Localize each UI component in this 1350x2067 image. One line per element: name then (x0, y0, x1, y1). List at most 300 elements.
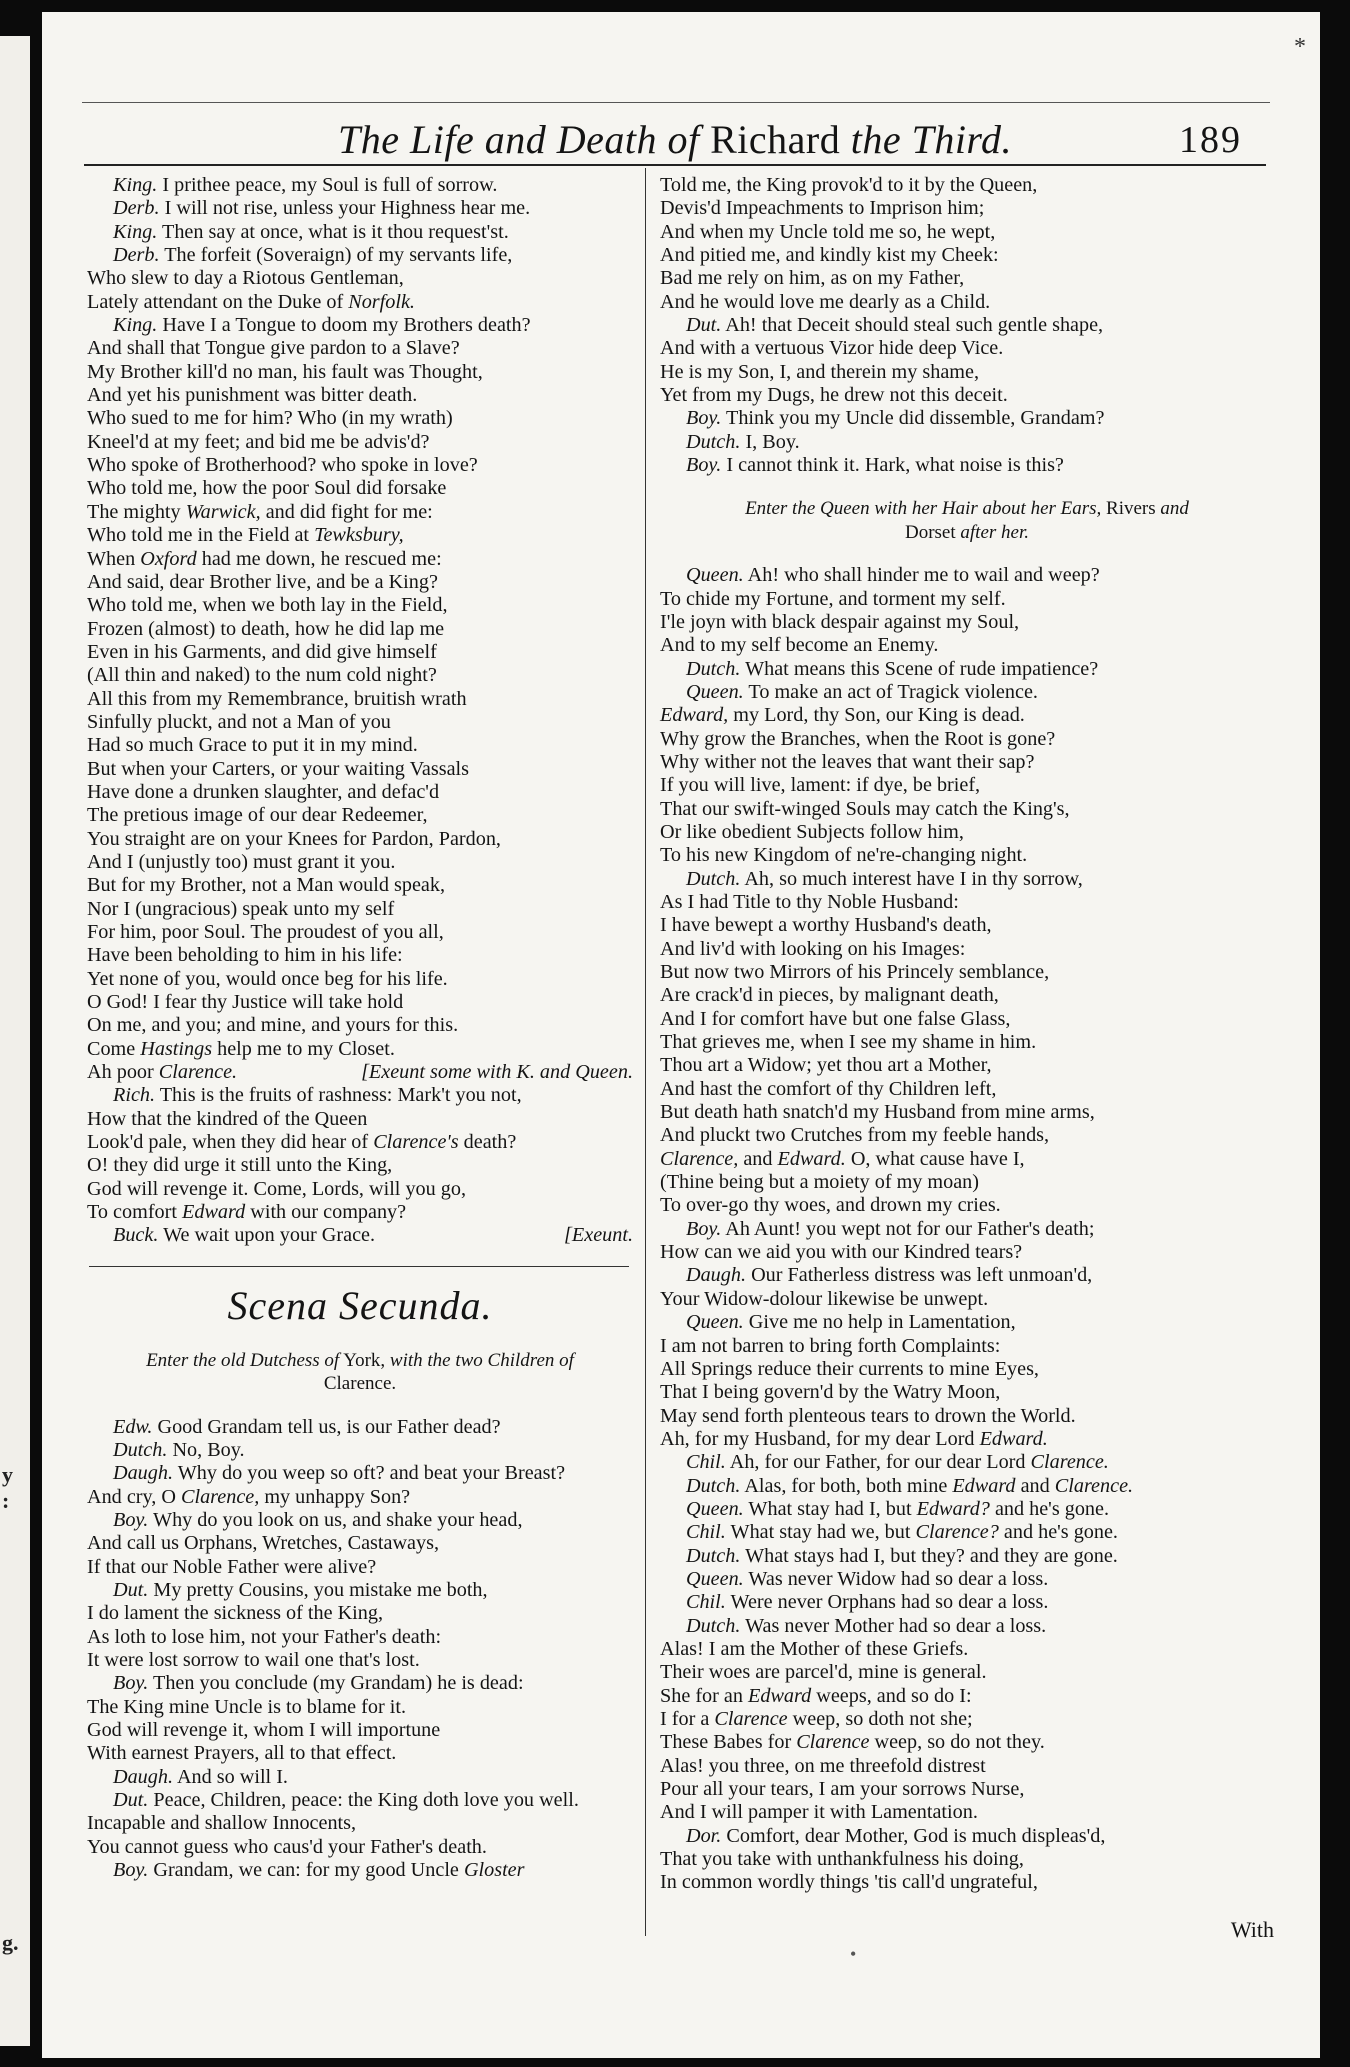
dialogue-block (660, 174, 1274, 477)
text-line (87, 548, 633, 571)
text-line (87, 1416, 633, 1439)
line-text: We wait upon your Grace. (158, 1224, 376, 1247)
line-text: Give me no help in Lamentation, (743, 1311, 1016, 1334)
text-line (87, 1061, 633, 1084)
catchword: With (1230, 1917, 1274, 1942)
text-line (87, 1108, 633, 1131)
line-text: Ah, so much interest have I in thy sorrow, (740, 867, 1083, 890)
line-text: But for my Brother, not a Man would speak, (87, 874, 446, 897)
text-line (660, 267, 1274, 290)
text-line (660, 611, 1274, 634)
line-text: and he's gone. (989, 1497, 1110, 1520)
text-line (660, 454, 1274, 477)
italic-name: Clarence? (915, 1521, 999, 1544)
text-line (87, 221, 633, 244)
text-line (87, 594, 633, 617)
speaker: Dutch. (686, 430, 741, 453)
text-line (660, 1358, 1274, 1381)
text-line (660, 1405, 1274, 1428)
speaker: Derb. (113, 197, 160, 220)
line-text: You cannot guess who caus'd your Father's death. (87, 1835, 487, 1858)
text-line (87, 851, 633, 874)
line-text: I, Boy. (740, 430, 800, 453)
italic-name: Edward, (660, 704, 729, 727)
line-text: Then you conclude (my Grandam) he is dead: (148, 1672, 524, 1695)
line-text: Their woes are parcel'd, mine is general. (660, 1661, 987, 1684)
text-line (660, 197, 1274, 220)
line-text: Peace, Children, peace: the King doth love you well. (148, 1789, 579, 1811)
line-text: To comfort (87, 1201, 183, 1224)
text-line (660, 961, 1274, 984)
text-line (660, 1335, 1274, 1358)
italic-name: Edward. (979, 1427, 1048, 1450)
line-text: Or like obedient Subjects follow him, (660, 820, 964, 843)
text-line (87, 1742, 633, 1765)
text-line (660, 1288, 1274, 1311)
title-name: Richard (710, 117, 841, 162)
text-line (87, 874, 633, 897)
text-line (87, 174, 633, 197)
speaker: Dut. (113, 1578, 149, 1601)
line-text: with our company? (245, 1201, 407, 1224)
line-text: That I being govern'd by the Watry Moon, (660, 1381, 1001, 1404)
line-text: And call us Orphans, Wretches, Castaways, (87, 1532, 440, 1555)
line-text: Are crack'd in pieces, by malignant death, (660, 984, 999, 1007)
text-line (87, 828, 633, 851)
line-text: Frozen (almost) to death, how he did lap me (87, 617, 445, 640)
text-line (660, 384, 1274, 407)
speaker: Boy. (113, 1672, 149, 1695)
speaker: Derb. (113, 244, 160, 267)
line-text: The pretious image of our dear Redeemer, (87, 804, 428, 827)
line-text: and he's gone. (998, 1521, 1118, 1544)
margin-fragment: : (2, 1488, 10, 1513)
text-line (87, 1836, 633, 1859)
speaker: King. (113, 314, 158, 337)
line-text: O, what cause have I, (845, 1147, 1025, 1170)
text-line (660, 1848, 1274, 1871)
text-line (87, 781, 633, 804)
line-text: To chide my Fortune, and torment my self. (660, 587, 1006, 610)
text-line (660, 798, 1274, 821)
text-line (660, 984, 1274, 1007)
adjacent-page-edge (0, 36, 30, 2046)
line-text: weep, so do not they. (869, 1731, 1045, 1754)
line-text: Incapable and shallow Innocents, (87, 1812, 357, 1835)
text-line (660, 1661, 1274, 1684)
line-text: Yet from my Dugs, he drew not this deceit. (660, 384, 1008, 407)
line-text: When (87, 547, 141, 570)
line-text: Good Grandam tell us, is our Father dead? (152, 1415, 501, 1438)
line-text: Think you my Uncle did dissemble, Grandam? (721, 407, 1105, 430)
line-text: my Lord, thy Son, our King is dead. (728, 704, 1025, 727)
line-text: Why grow the Branches, when the Root is gone? (660, 727, 1056, 750)
line-text: Alas! you three, on me threefold distrest (660, 1754, 986, 1777)
left-column (87, 174, 633, 1882)
speaker: Queen. (686, 1497, 744, 1520)
speaker: Dor. (686, 1824, 722, 1847)
speaker: Chil. (686, 1591, 726, 1614)
title-italic-end: the Third. (850, 117, 1013, 162)
line-text: And to my self become an Enemy. (660, 634, 939, 657)
line-text: Then say at once, what is it thou request'st. (157, 220, 509, 243)
line-text: And pitied me, and kindly kist my Cheek: (660, 244, 999, 267)
text-line (87, 734, 633, 757)
line-text: Was never Mother had so dear a loss. (740, 1614, 1047, 1637)
text-line (660, 844, 1274, 867)
line-text: And pluckt two Crutches from my feeble hands, (660, 1124, 1050, 1147)
text-line (660, 938, 1274, 961)
text-line (660, 1591, 1274, 1614)
line-text: Ah, for our Father, for our dear Lord (725, 1451, 1031, 1474)
text-line (87, 1696, 633, 1719)
line-text: And shall that Tongue give pardon to a Slave? (87, 337, 460, 360)
stage-name: Dorset (904, 521, 961, 543)
text-line (87, 944, 633, 967)
stage-name: Rivers (1101, 498, 1161, 520)
stage-name: Clarence. (323, 1373, 397, 1395)
line-text: Who spoke of Brotherhood? who spoke in love? (87, 454, 478, 477)
line-text: Thou art a Widow; yet thou art a Mother, (660, 1054, 992, 1077)
text-line (660, 1498, 1274, 1521)
line-text: I will not rise, unless your Highness hear me. (159, 197, 531, 220)
line-text: How that the kindred of the Queen (87, 1107, 368, 1130)
italic-name: Clarence. (158, 1061, 238, 1084)
text-line (87, 1486, 633, 1509)
line-text: Sinfully pluckt, and not a Man of you (87, 710, 391, 733)
italic-name: Norfolk. (348, 290, 415, 313)
line-text: Have done a drunken slaughter, and defac'd (87, 780, 440, 803)
line-text: I have bewept a worthy Husband's death, (660, 914, 992, 937)
text-line (660, 704, 1274, 727)
text-line (87, 1602, 633, 1625)
italic-name: Gloster (463, 1859, 525, 1882)
line-text: (Thine being but a moiety of my moan) (660, 1171, 979, 1194)
speaker: Dut. (113, 1789, 149, 1811)
text-line (87, 361, 633, 384)
line-text: help me to my Closet. (212, 1037, 395, 1060)
text-line (660, 1311, 1274, 1334)
line-text: And with a vertuous Vizor hide deep Vice. (660, 337, 1004, 360)
text-line (87, 431, 633, 454)
line-text: Kneel'd at my feet; and bid me be advis'd? (87, 430, 430, 453)
line-text: I for a (660, 1708, 715, 1730)
speaker: Queen. (686, 564, 744, 587)
text-line (87, 1224, 633, 1247)
line-text: death? (458, 1131, 517, 1154)
italic-name: Clarence, (660, 1147, 739, 1170)
text-line (87, 524, 633, 547)
line-text: And he would love me dearly as a Child. (660, 290, 991, 313)
text-line (87, 664, 633, 687)
line-text: Who told me in the Field at (87, 524, 315, 547)
text-line (660, 1148, 1274, 1171)
italic-name: Clarence (714, 1708, 788, 1730)
text-line (660, 1451, 1274, 1474)
line-text: Yet none of you, would once beg for his life. (87, 967, 448, 990)
text-line (660, 1825, 1274, 1848)
line-text: This is the fruits of rashness: Mark't you not, (155, 1084, 522, 1107)
line-text: And I for comfort have but one false Glass, (660, 1007, 1011, 1030)
line-text: And I (unjustly too) must grant it you. (87, 850, 396, 873)
stage-text: Enter the Queen with her Hair about her Ears, (745, 498, 1102, 520)
line-text: My pretty Cousins, you mistake me both, (148, 1578, 488, 1601)
line-text: To over-go thy woes, and drown my cries. (660, 1194, 1001, 1217)
margin-fragment: g. (2, 1930, 19, 1955)
header-rule (82, 102, 1270, 103)
text-line (660, 407, 1274, 430)
line-text: Nor I (ungracious) speak unto my self (87, 897, 395, 920)
stage-name: York, (339, 1349, 390, 1371)
line-text: had me down, he rescued me: (196, 547, 442, 570)
line-text: That our swift-winged Souls may catch the King's, (660, 797, 1070, 820)
text-line (87, 267, 633, 290)
scene-rule (89, 1266, 629, 1267)
speaker: Dutch. (686, 657, 741, 680)
line-text: Who slew to day a Riotous Gentleman, (87, 267, 404, 290)
text-line (660, 1615, 1274, 1638)
speaker: Chil. (686, 1521, 726, 1544)
text-line (660, 361, 1274, 384)
speaker: Dutch. (686, 1614, 741, 1637)
text-line (660, 564, 1274, 587)
line-text: No, Boy. (167, 1438, 245, 1461)
text-line (660, 1475, 1274, 1498)
line-text: Our Fatherless distress was left unmoan'd, (746, 1264, 1093, 1287)
italic-name: Edward (182, 1201, 246, 1224)
speaker: Daugh. (113, 1462, 174, 1485)
text-line (87, 407, 633, 430)
text-line (87, 1649, 633, 1672)
line-text: O God! I fear thy Justice will take hold (87, 991, 404, 1014)
line-text: The forfeit (Soveraign) of my servants life, (159, 244, 513, 267)
running-header (84, 110, 1266, 166)
italic-name: Warwick, (185, 500, 261, 523)
line-text: She for an (660, 1684, 749, 1707)
speaker: Dut. (686, 314, 722, 337)
text-line (660, 658, 1274, 681)
speaker: Boy. (113, 1859, 149, 1882)
stage-text: after her. (960, 521, 1029, 543)
text-line (87, 197, 633, 220)
line-text: Devis'd Impeachments to Imprison him; (660, 197, 985, 220)
line-text: Were never Orphans had so dear a loss. (725, 1591, 1049, 1614)
line-text: Ah poor (87, 1061, 159, 1084)
line-text: My Brother kill'd no man, his fault was Thought, (87, 360, 483, 383)
text-line (87, 244, 633, 267)
speaker: Dutch. (113, 1438, 168, 1461)
text-line (660, 1171, 1274, 1194)
text-line (660, 221, 1274, 244)
text-line (87, 1131, 633, 1154)
text-line (87, 1579, 633, 1602)
line-text: Told me, the King provok'd to it by the Queen, (660, 174, 1038, 196)
line-text: And said, dear Brother live, and be a King? (87, 570, 438, 593)
text-line (87, 337, 633, 360)
title-italic: The Life and Death of (337, 117, 700, 162)
text-line (660, 291, 1274, 314)
text-line (87, 291, 633, 314)
line-text: weeps, and so do I: (811, 1684, 972, 1707)
stage-exit: [Exeunt. (564, 1224, 633, 1247)
line-text: Look'd pale, when they did hear of (87, 1131, 374, 1154)
line-text: Alas, for both, both mine (740, 1474, 953, 1497)
text-line (660, 1545, 1274, 1568)
line-text: Why do you weep so oft? and beat your Breast? (173, 1462, 566, 1485)
text-line (660, 1685, 1274, 1708)
text-line (87, 501, 633, 524)
speaker: Dutch. (686, 1474, 741, 1497)
line-text: and (1015, 1474, 1055, 1497)
line-text: What stays had I, but they? and they are gone. (740, 1544, 1118, 1567)
italic-name: Edward (952, 1474, 1016, 1497)
line-text: Had so much Grace to put it in my mind. (87, 734, 418, 757)
text-line (87, 688, 633, 711)
line-text: But when your Carters, or your waiting Vassals (87, 757, 470, 780)
line-text: I do lament the sickness of the King, (87, 1602, 384, 1625)
line-text: But now two Mirrors of his Princely semblance, (660, 961, 1050, 983)
line-text: Bad me rely on him, as on my Father, (660, 267, 965, 290)
line-text: Alas! I am the Mother of these Griefs. (660, 1637, 969, 1660)
text-line (87, 571, 633, 594)
line-text: He is my Son, I, and therein my shame, (660, 360, 980, 383)
line-text: and (738, 1147, 778, 1170)
text-line (660, 1428, 1274, 1451)
text-line (87, 314, 633, 337)
line-text: I prithee peace, my Soul is full of sorrow. (157, 174, 498, 196)
line-text: And liv'd with looking on his Images: (660, 937, 966, 960)
speaker: Boy. (686, 454, 722, 477)
line-text: What means this Scene of rude impatience? (740, 657, 1099, 680)
line-text: All Springs reduce their currents to mine Eyes, (660, 1357, 1039, 1380)
line-text: As I had Title to thy Noble Husband: (660, 890, 959, 913)
text-line (87, 921, 633, 944)
book-page (42, 12, 1320, 2058)
speaker: Queen. (686, 680, 744, 703)
line-text: But death hath snatch'd my Husband from mine arms, (660, 1101, 1095, 1124)
line-text: To make an act of Tragick violence. (743, 680, 1038, 703)
line-text: And so will I. (173, 1765, 288, 1788)
line-text: Ah, for my Husband, for my dear Lord (660, 1427, 980, 1450)
line-text: If that our Noble Father were alive? (87, 1555, 377, 1578)
text-line (87, 1789, 633, 1812)
text-line (87, 641, 633, 664)
text-line (660, 1871, 1274, 1894)
line-text: Pour all your tears, I am your sorrows Nurse, (660, 1778, 1025, 1801)
line-text: I cannot think it. Hark, what noise is this? (721, 454, 1064, 477)
stage-text: with the two Children of (389, 1349, 574, 1371)
speaker: Buck. (113, 1224, 159, 1247)
text-line (660, 728, 1274, 751)
speaker: Boy. (113, 1508, 149, 1531)
text-line (660, 1008, 1274, 1031)
text-line (87, 1201, 633, 1224)
text-line (660, 431, 1274, 454)
speaker: King. (113, 174, 158, 196)
line-text: Your Widow-dolour likewise be unwept. (660, 1287, 989, 1310)
line-text: The King mine Uncle is to blame for it. (87, 1695, 406, 1718)
text-line (660, 1241, 1274, 1264)
line-text: Have I a Tongue to doom my Brothers death? (157, 314, 531, 337)
text-line (660, 1638, 1274, 1661)
line-text: These Babes for (660, 1731, 797, 1754)
text-line (87, 1178, 633, 1201)
line-text: All this from my Remembrance, bruitish wrath (87, 687, 467, 710)
dialogue-block (660, 564, 1274, 1895)
speaker: Queen. (686, 1311, 744, 1334)
text-line (87, 758, 633, 781)
stage-direction (87, 1349, 633, 1396)
line-text: What stay had we, but (725, 1521, 916, 1544)
line-text: And I will pamper it with Lamentation. (660, 1801, 978, 1824)
text-line (87, 384, 633, 407)
line-text: And hast the comfort of thy Children left, (660, 1077, 997, 1100)
text-line (660, 1731, 1274, 1754)
italic-name: Clarence. (1030, 1451, 1109, 1474)
line-text: That grieves me, when I see my shame in him. (660, 1031, 1037, 1054)
text-line (660, 314, 1274, 337)
text-line (660, 1381, 1274, 1404)
line-text: Even in his Garments, and did give himself (87, 640, 437, 663)
italic-name: Clarence, (181, 1485, 260, 1508)
text-line (660, 1124, 1274, 1147)
line-text: Was never Widow had so dear a loss. (743, 1567, 1049, 1590)
text-line (87, 454, 633, 477)
text-line (660, 1755, 1274, 1778)
stage-text: and (1160, 498, 1189, 520)
text-line (87, 1439, 633, 1462)
text-line (87, 1154, 633, 1177)
text-line (87, 1556, 633, 1579)
text-line (660, 1078, 1274, 1101)
line-text: Comfort, dear Mother, God is much displeas'd, (721, 1824, 1106, 1847)
stage-text: Enter the old Dutchess of (146, 1349, 340, 1371)
text-line (660, 1708, 1274, 1731)
page-number: 189 (1179, 119, 1242, 161)
text-line (87, 1532, 633, 1555)
text-line (660, 868, 1274, 891)
italic-name: Tewksbury, (314, 524, 404, 547)
text-line (660, 1054, 1274, 1077)
text-line (660, 1031, 1274, 1054)
line-text: I am not barren to bring forth Complaints: (660, 1334, 1001, 1357)
text-line (660, 588, 1274, 611)
line-text: Ah! that Deceit should steal such gentle shape, (721, 314, 1104, 337)
line-text: And yet his punishment was bitter death. (87, 384, 418, 407)
text-line (87, 804, 633, 827)
speaker: Edw. (113, 1415, 153, 1438)
stage-direction (660, 497, 1274, 544)
speaker: Queen. (686, 1567, 744, 1590)
text-line (660, 774, 1274, 797)
text-line (87, 968, 633, 991)
line-text: God will revenge it, whom I will importune (87, 1718, 441, 1741)
line-text: Have been beholding to him in his life: (87, 944, 403, 967)
text-line (660, 914, 1274, 937)
line-text: On me, and you; and mine, and yours for this. (87, 1014, 459, 1037)
line-text: my unhappy Son? (259, 1485, 411, 1508)
line-text: (All thin and naked) to the num cold night? (87, 664, 437, 687)
scene-title: Scena Secunda. (227, 1282, 493, 1328)
corner-mark: * (1294, 34, 1306, 60)
line-text: What stay had I, but (743, 1497, 917, 1520)
text-line (87, 711, 633, 734)
text-line (87, 1859, 633, 1882)
text-line (87, 1462, 633, 1485)
line-text: As loth to lose him, not your Father's death: (87, 1625, 442, 1648)
line-text: God will revenge it. Come, Lords, will you go, (87, 1177, 467, 1200)
text-line (660, 1568, 1274, 1591)
